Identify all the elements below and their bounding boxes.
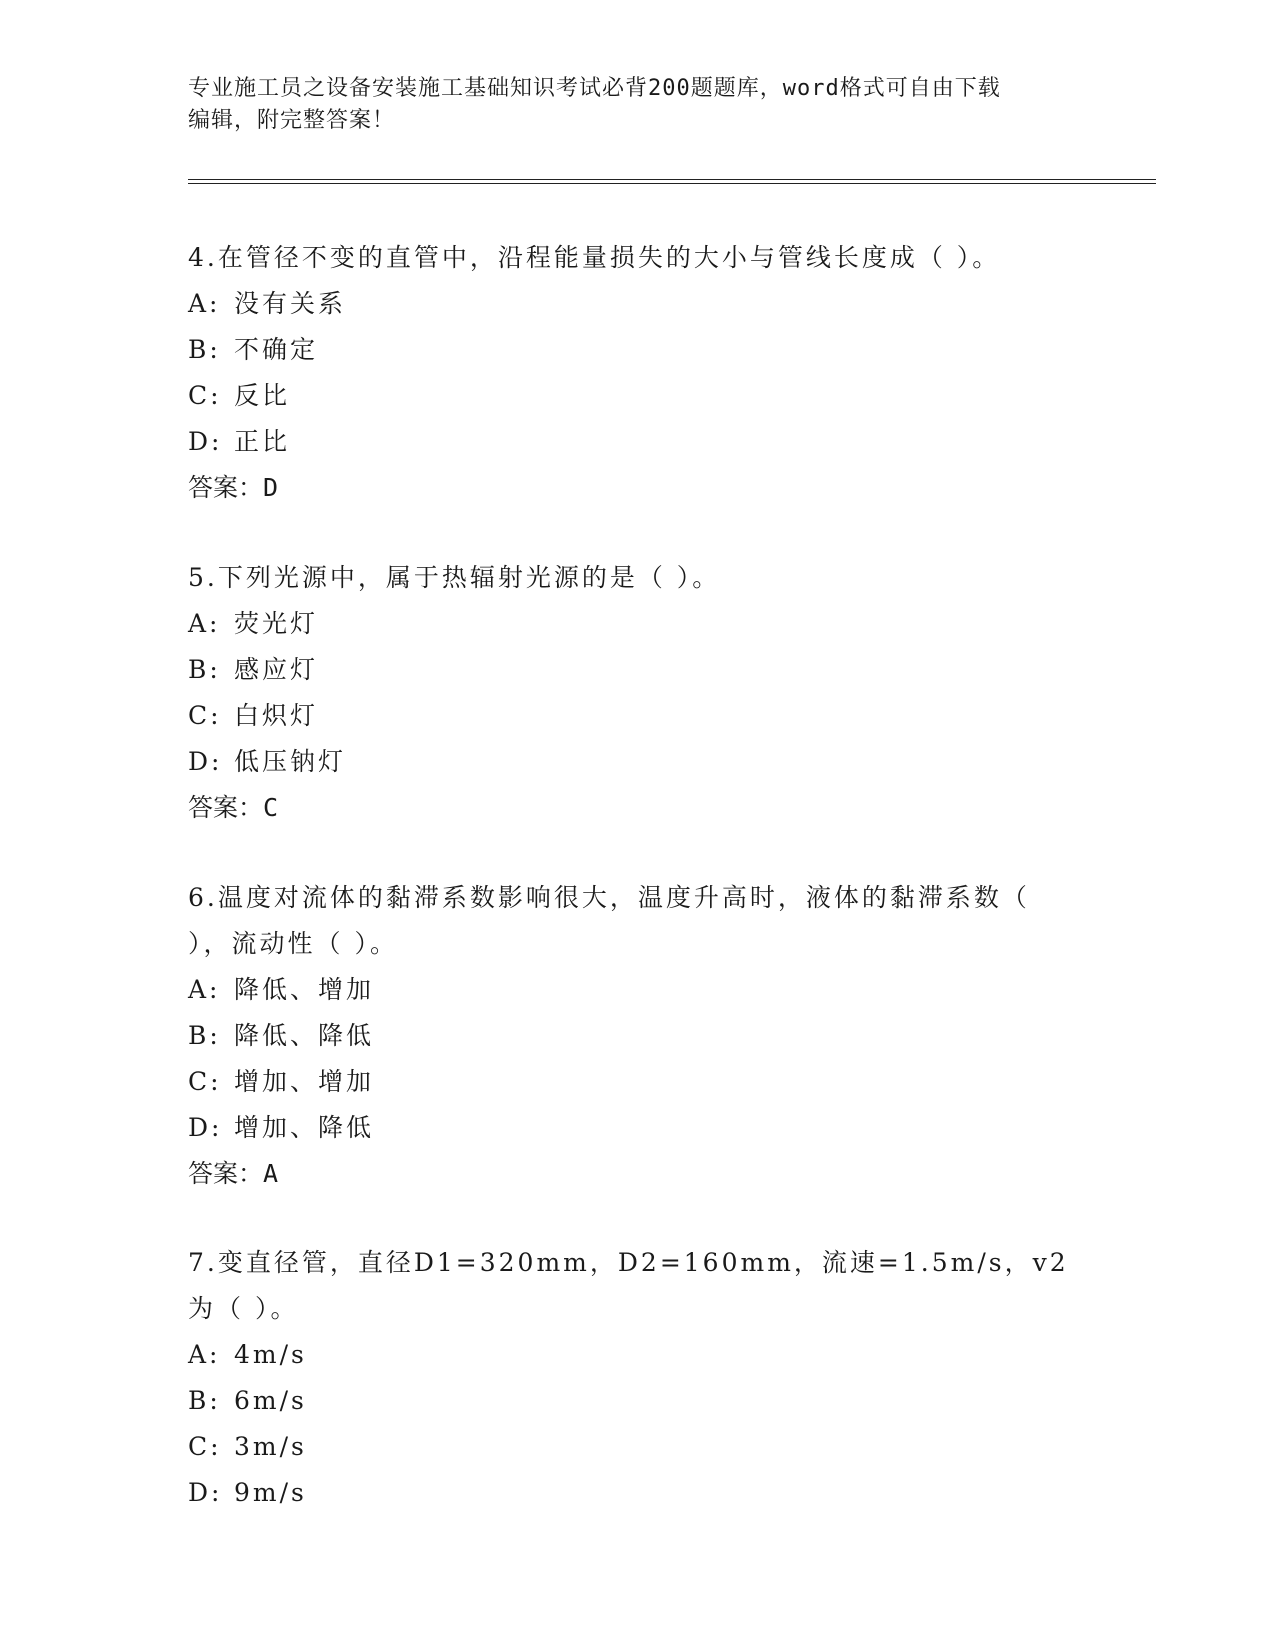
option-key: C: [188, 1067, 222, 1096]
option-key: D: [188, 427, 223, 456]
option-d [188, 739, 1088, 785]
option-b [188, 1378, 1088, 1424]
option-key: C: [188, 1432, 222, 1461]
option-key: C: [188, 381, 222, 410]
option-c [188, 1424, 1088, 1470]
option-text: 降低、降低 [234, 1021, 375, 1050]
option-text: 荧光灯 [234, 609, 319, 638]
option-b [188, 647, 1088, 693]
option-key: A: [188, 289, 221, 318]
option-c [188, 1059, 1088, 1105]
answer-line: 答案：A [188, 1159, 279, 1188]
option-key: D: [188, 1113, 223, 1142]
answer-line: 答案：D [188, 473, 279, 502]
option-a [188, 281, 1088, 327]
question-4 [188, 235, 1088, 511]
option-text: 4m/s [234, 1340, 307, 1369]
header-line-1: 专业施工员之设备安装施工基础知识考试必背200题题库，word格式可自由下载 [188, 76, 1001, 101]
question-7 [188, 1240, 1088, 1516]
document-header [188, 73, 1088, 137]
option-a [188, 967, 1088, 1013]
answer-line: 答案：C [188, 793, 279, 822]
option-d [188, 1105, 1088, 1151]
option-c [188, 373, 1088, 419]
option-key: D: [188, 747, 223, 776]
option-text: 不确定 [234, 335, 319, 364]
option-b [188, 1013, 1088, 1059]
question-stem: 4.在管径不变的直管中，沿程能量损失的大小与管线长度成（ ）。 [188, 243, 1001, 272]
question-6 [188, 875, 1088, 1197]
question-stem-line-1: 6.温度对流体的黏滞系数影响很大，温度升高时，液体的黏滞系数（ [188, 883, 1030, 912]
option-b [188, 327, 1088, 373]
option-key: C: [188, 701, 222, 730]
option-text: 感应灯 [234, 655, 319, 684]
option-c [188, 693, 1088, 739]
option-d [188, 1470, 1088, 1516]
option-text: 反比 [234, 381, 291, 410]
option-d [188, 419, 1088, 465]
option-text: 降低、增加 [234, 975, 375, 1004]
question-5 [188, 555, 1088, 831]
question-stem: 5.下列光源中，属于热辐射光源的是（ ）。 [188, 563, 721, 592]
option-text: 白炽灯 [234, 701, 319, 730]
option-text: 9m/s [234, 1478, 307, 1507]
option-text: 3m/s [234, 1432, 307, 1461]
option-text: 增加、增加 [234, 1067, 375, 1096]
option-a [188, 1332, 1088, 1378]
option-text: 低压钠灯 [234, 747, 347, 776]
header-divider-bottom [188, 183, 1156, 184]
option-key: B: [188, 1021, 221, 1050]
option-a [188, 601, 1088, 647]
header-line-2: 编辑，附完整答案！ [188, 108, 396, 133]
option-text: 没有关系 [234, 289, 347, 318]
option-text: 增加、降低 [234, 1113, 375, 1142]
option-key: B: [188, 335, 221, 364]
option-text: 正比 [234, 427, 291, 456]
option-key: D: [188, 1478, 223, 1507]
question-stem: 7.变直径管，直径D1=320mm，D2=160mm，流速=1.5m/s，v2为（ ）。 [188, 1248, 1069, 1323]
question-stem-line-2: ），流动性（ ）。 [188, 929, 398, 958]
option-key: A: [188, 1340, 221, 1369]
option-key: A: [188, 975, 221, 1004]
option-key: B: [188, 655, 221, 684]
header-divider-top [188, 179, 1156, 180]
option-key: B: [188, 1386, 221, 1415]
option-key: A: [188, 609, 221, 638]
option-text: 6m/s [234, 1386, 307, 1415]
